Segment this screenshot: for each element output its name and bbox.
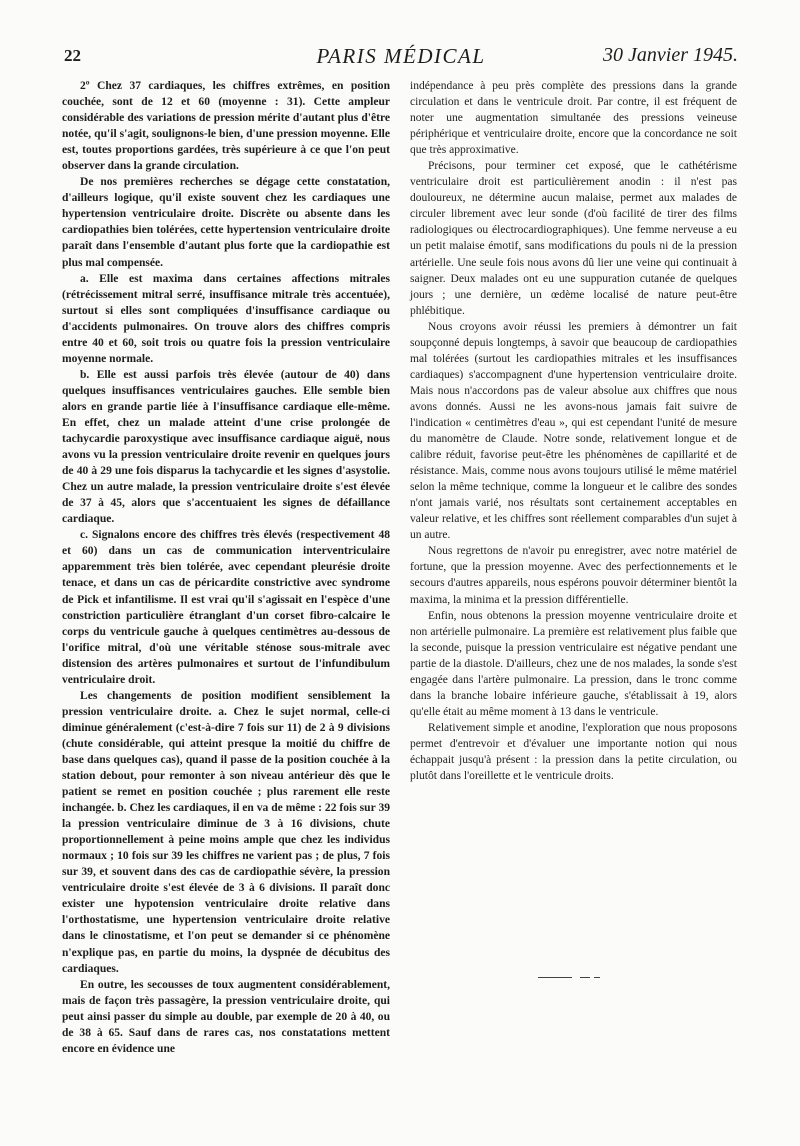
paragraph: De nos premières recherches se dégage cette constatation, d'ailleurs logique, qu'il existe souvent chez les cardiaques une hypertension ventriculaire droite. Discrète ou absente dans les cardiopathies bien tolérées, cette hypertension ventriculaire droite paraît dans l'ensemble d'autant plus forte que la cardiopathie est plus mal compensée. bbox=[62, 176, 390, 269]
paragraph: Les changements de position modifient sensiblement la pression ventriculaire droite. a. Chez le sujet normal, celle-ci diminue généralement (c'est-à-dire 7 fois sur 11) de 2 à 9 divisions (chute considérable, qui atteint presque la moitié du chiffre de base dans quelques cas), quand il passe de la position couchée à la station debout, pour remonter à son niveau antérieur dès que le patient se remet en position couchée ; plus rarement elle reste inchangée. b. Chez les cardiaques, il en va de même : 22 fois sur 39 la pression ventriculaire diminue de 3 à 16 divisions, chute proportionnellement à peine moins ample que chez les individus normaux ; 10 fois sur 39 les chiffres ne varient pas ; de plus, 7 fois sur 39, et souvent dans des cas de cardiopathie sévère, la pression ventriculaire droite s'est élevée de 3 à 6 divisions. Il paraît donc exister une hypotension ventriculaire droite relative dans l'orthostatisme, une hypertension ventriculaire droite relative dans le clinostatisme, et l'on peut se demander si ce phénomène n'explique pas, en partie du moins, la dyspnée de décubitus des cardiaques. bbox=[62, 689, 390, 975]
paragraph: a. Elle est maxima dans certaines affections mitrales (rétrécissement mitral serré, insuffisance mitrale très accentuée), surtout si elles sont compliquées d'insuffisance cardiaque ou d'accidents pulmonaires. On trouve alors des chiffres compris entre 40 et 60, soit trois ou quatre fois la pression ventriculaire moyenne normale. bbox=[62, 272, 390, 365]
paragraph: indépendance à peu près complète des pressions dans la grande circulation et dans le ventricule droit. Par contre, il est fréquent de noter une augmentation simultanée des pressions veineuse périphérique et ventriculaire droite, encore que la concordance ne soit que très approximative. bbox=[410, 80, 737, 157]
page-number: 22 bbox=[64, 46, 81, 65]
paragraph: Relativement simple et anodine, l'exploration que nous proposons permet d'entrevoir et d'évaluer une importante notion qui nous échappait jusqu'à présent : la pression dans la petite circulation, ou plutôt dans l'oreillette et le ventricule droits. bbox=[410, 721, 737, 783]
paragraph: Nous croyons avoir réussi les premiers à démontrer un fait soupçonné depuis longtemps, à savoir que beaucoup de cardiopathies mal tolérées (surtout les cardiopathies mitrales et les insuffisances cardiaques) s'accompagnent d'une hypertension ventriculaire droite. Mais nous n'accordons pas de valeur absolue aux chiffres que nous avons donnés. Aussi ne les avons-nous jamais fait suivre de l'indication « centimètres d'eau », qui est cependant l'unité de mesure du manomètre de Claude. Notre sonde, relativement longue et de calibre réduit, favorise peut-être les phénomènes de capillarité et de résistance. Mais, comme nous avons toujours utilisé le même matériel selon la même technique, comme la longueur et le calibre des sondes n'ont jamais varié, nos résultats sont certainement acceptables en valeur relative, et les chiffres sont réellement comparables d'un sujet à un autre. bbox=[410, 320, 737, 542]
end-rule bbox=[538, 968, 600, 986]
paragraph: En outre, les secousses de toux augmentent considérablement, mais de façon très passagère, la pression ventriculaire droite, qui peut ainsi passer du simple au double, par exemple de 20 à 40, ou de 38 à 65. Sauf dans de rares cas, nos constatations mettent encore en évidence une bbox=[62, 978, 390, 1055]
paragraph: Enfin, nous obtenons la pression moyenne ventriculaire droite et non artérielle pulmonaire. La première est relativement plus faible que la seconde, puisque la pression ventriculaire est négative pendant une partie de la diastole. D'ailleurs, chez une de nos malades, la sonde s'est engagée dans l'artère pulmonaire. La pression, dans le tronc comme dans la branche lobaire inférieure gauche, s'établissait à 19, alors qu'elle était au même moment à 13 dans le ventricule. bbox=[410, 609, 737, 718]
page-header bbox=[64, 44, 738, 74]
paragraph: b. Elle est aussi parfois très élevée (autour de 40) dans quelques insuffisances ventriculaires gauches. Elle semble bien alors en grande partie liée à l'insuffisance cardiaque elle-même. En effet, chez un malade atteint d'une crise prolongée de tachycardie paroxystique avec insuffisance cardiaque aiguë, nous avons vu la pression ventriculaire droite revenir en quelques jours de 40 à 29 une fois disparus la tachycardie et les signes d'asystolie. Chez un autre malade, la pression ventriculaire droite s'est élevée de 37 à 45, alors que s'accentuaient les signes de défaillance cardiaque. bbox=[62, 368, 390, 526]
left-column bbox=[62, 78, 390, 1057]
paragraph: Nous regrettons de n'avoir pu enregistrer, avec notre matériel de fortune, que la pression moyenne. Avec des perfectionnements et le secours d'autres appareils, nous espérons pouvoir déterminer bientôt la maxima, la minima et la pression différentielle. bbox=[410, 545, 737, 606]
paragraph: 2º Chez 37 cardiaques, les chiffres extrêmes, en position couchée, sont de 12 et 60 (moyenne : 31). Cette ampleur considérable des variations de pression mérite d'autant plus d'être notée, qu'il s'agit, soulignons-le bien, d'une pression moyenne. Elle est, toutes proportions gardées, très supérieure à ce que l'on peut observer dans la grande circulation. bbox=[62, 80, 390, 173]
paragraph: Précisons, pour terminer cet exposé, que le cathétérisme ventriculaire droit est particulièrement anodin : il n'est pas douloureux, ne détermine aucun malaise, permet aux malades de circuler librement avec leur sonde (d'où facilité de tirer des films radiologiques ou électrocardiographiques). Une femme nerveuse a eu un petit malaise émotif, sans modifications du pouls ni de la pression artérielle. Une seule fois nous avons dû lier une veine qui continuait à saigner. Deux malades ont eu une suppuration cutanée de quelques jours ; une dernière, un œdème localisé de nature peut-être phlébitique. bbox=[410, 160, 737, 317]
right-column bbox=[410, 78, 737, 784]
journal-title: PARIS MÉDICAL bbox=[316, 44, 486, 68]
paragraph: c. Signalons encore des chiffres très élevés (respectivement 48 et 60) dans un cas de communication interventriculaire apparemment très bien tolérée, avec cependant pleurésie droite tenace, et dans un cas de péricardite constrictive avec syndrome de Pick et infantilisme. Il est vrai qu'il s'agissait en l'espèce d'une constriction particulière étranglant d'un corset fibro-calcaire le corps du ventricule gauche à quelques centimètres au-dessous de l'orifice mitral, d'où une véritable sténose sous-mitrale avec distension des artères pulmonaires et surtout de l'infundibulum ventriculaire droit. bbox=[62, 529, 390, 686]
issue-date: 30 Janvier 1945. bbox=[603, 44, 738, 66]
